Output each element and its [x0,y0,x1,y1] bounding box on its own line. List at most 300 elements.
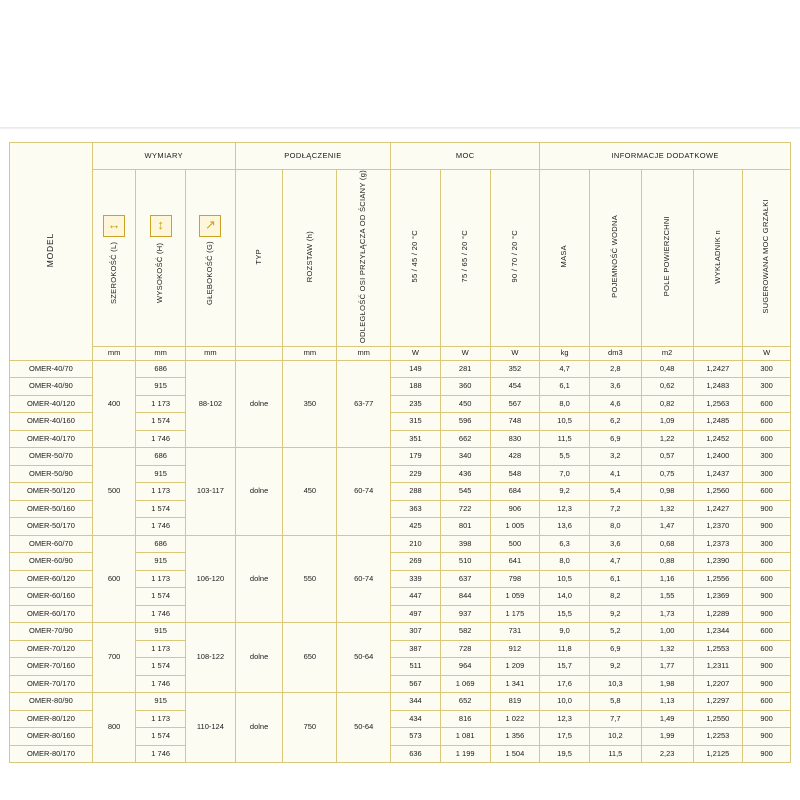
cell-moc-90: 352 [490,360,540,378]
cell-szerokosc: 400 [92,360,135,448]
cell-typ: dolne [235,448,283,536]
cell-wysokosc: 915 [136,623,186,641]
cell-pojemnosc: 9,2 [589,605,641,623]
cell-pole: 0,88 [641,553,693,571]
cell-moc-90: 798 [490,570,540,588]
header-rozstaw: ROZSTAW (h) [283,170,337,347]
cell-pojemnosc: 3,2 [589,448,641,466]
cell-masa: 8,0 [540,553,590,571]
cell-wykladnik: 1,2390 [693,553,743,571]
cell-masa: 7,0 [540,465,590,483]
cell-masa: 10,5 [540,413,590,431]
cell-model: OMER-60/90 [10,553,93,571]
cell-wykladnik: 1,2297 [693,693,743,711]
cell-moc-55: 269 [391,553,441,571]
cell-pole: 0,57 [641,448,693,466]
cell-pole: 1,47 [641,518,693,536]
cell-moc-90: 1 504 [490,745,540,763]
cell-moc-55: 235 [391,395,441,413]
cell-sugerowana: 900 [743,588,791,606]
cell-moc-75: 652 [440,693,490,711]
group-podlaczenie: PODŁĄCZENIE [235,143,390,170]
cell-pojemnosc: 4,1 [589,465,641,483]
cell-moc-55: 351 [391,430,441,448]
cell-wysokosc: 915 [136,378,186,396]
header-pole-powierzchni: POLE POWIERZCHNI [641,170,693,347]
column-header-row [10,170,791,347]
group-header-row [10,143,791,170]
cell-moc-75: 545 [440,483,490,501]
cell-wysokosc: 1 574 [136,500,186,518]
header-glebokosc: ↗ GŁĘBOKOŚĆ (G) [186,170,236,347]
cell-pole: 1,99 [641,728,693,746]
cell-masa: 10,0 [540,693,590,711]
table-row[interactable] [10,623,791,641]
cell-wykladnik: 1,2373 [693,535,743,553]
cell-wysokosc: 915 [136,693,186,711]
cell-pole: 1,16 [641,570,693,588]
cell-pole: 0,98 [641,483,693,501]
cell-pole: 1,32 [641,640,693,658]
cell-masa: 17,5 [540,728,590,746]
cell-pole: 1,13 [641,693,693,711]
cell-moc-75: 450 [440,395,490,413]
cell-sugerowana: 600 [743,483,791,501]
cell-pole: 0,82 [641,395,693,413]
page-top-shadow [0,127,800,130]
cell-odleglosc: 50-64 [337,623,391,693]
cell-moc-75: 398 [440,535,490,553]
arrow-vertical-icon [150,215,172,237]
cell-wysokosc: 1 746 [136,518,186,536]
header-wysokosc: ↕ WYSOKOŚĆ (H) [136,170,186,347]
cell-sugerowana: 300 [743,448,791,466]
cell-moc-75: 1 069 [440,675,490,693]
unit-moc-90: W [490,346,540,360]
cell-pojemnosc: 3,6 [589,535,641,553]
unit-wysokosc: mm [136,346,186,360]
cell-glebokosc: 103-117 [186,448,236,536]
cell-sugerowana: 600 [743,395,791,413]
cell-moc-55: 339 [391,570,441,588]
header-typ: TYP [235,170,283,347]
cell-moc-90: 454 [490,378,540,396]
cell-moc-55: 425 [391,518,441,536]
unit-wykladnik [693,346,743,360]
cell-sugerowana: 900 [743,658,791,676]
cell-glebokosc: 88-102 [186,360,236,448]
cell-moc-55: 434 [391,710,441,728]
cell-odleglosc: 60-74 [337,448,391,536]
cell-wysokosc: 915 [136,553,186,571]
cell-model: OMER-70/120 [10,640,93,658]
header-wykladnik-n: WYKŁADNIK n [693,170,743,347]
cell-wykladnik: 1,2400 [693,448,743,466]
cell-masa: 15,7 [540,658,590,676]
cell-wysokosc: 1 173 [136,710,186,728]
cell-pole: 1,09 [641,413,693,431]
cell-model: OMER-50/70 [10,448,93,466]
cell-moc-75: 360 [440,378,490,396]
cell-moc-75: 816 [440,710,490,728]
header-masa: MASA [540,170,590,347]
cell-moc-55: 387 [391,640,441,658]
cell-masa: 12,3 [540,710,590,728]
unit-pole: m2 [641,346,693,360]
cell-wykladnik: 1,2483 [693,378,743,396]
cell-pole: 0,48 [641,360,693,378]
cell-masa: 17,6 [540,675,590,693]
cell-pole: 0,75 [641,465,693,483]
cell-masa: 6,1 [540,378,590,396]
cell-moc-55: 315 [391,413,441,431]
cell-model: OMER-70/170 [10,675,93,693]
cell-wykladnik: 1,2427 [693,500,743,518]
table-row[interactable] [10,535,791,553]
unit-odleglosc: mm [337,346,391,360]
cell-moc-75: 582 [440,623,490,641]
cell-moc-55: 229 [391,465,441,483]
cell-model: OMER-40/90 [10,378,93,396]
cell-moc-90: 1 005 [490,518,540,536]
arrow-diagonal-icon [199,215,221,237]
cell-wykladnik: 1,2452 [693,430,743,448]
cell-pole: 1,55 [641,588,693,606]
cell-sugerowana: 900 [743,605,791,623]
cell-wykladnik: 1,2485 [693,413,743,431]
group-moc: MOC [391,143,540,170]
cell-pojemnosc: 10,2 [589,728,641,746]
unit-masa: kg [540,346,590,360]
cell-wykladnik: 1,2207 [693,675,743,693]
cell-glebokosc: 106-120 [186,535,236,623]
cell-sugerowana: 900 [743,728,791,746]
cell-moc-75: 964 [440,658,490,676]
cell-pojemnosc: 10,3 [589,675,641,693]
header-odleglosc-osi: ODLEGŁOŚĆ OSI PRZYŁĄCZA OD ŚCIANY (g) [337,170,391,347]
cell-masa: 6,3 [540,535,590,553]
cell-masa: 11,8 [540,640,590,658]
cell-moc-55: 344 [391,693,441,711]
cell-moc-90: 748 [490,413,540,431]
unit-typ [235,346,283,360]
cell-pole: 1,77 [641,658,693,676]
cell-moc-55: 511 [391,658,441,676]
cell-odleglosc: 63-77 [337,360,391,448]
cell-model: OMER-80/170 [10,745,93,763]
cell-wysokosc: 1 173 [136,395,186,413]
cell-moc-55: 210 [391,535,441,553]
cell-masa: 8,0 [540,395,590,413]
cell-sugerowana: 300 [743,535,791,553]
cell-pojemnosc: 7,7 [589,710,641,728]
unit-moc-55: W [391,346,441,360]
cell-sugerowana: 600 [743,570,791,588]
cell-masa: 11,5 [540,430,590,448]
cell-rozstaw: 450 [283,448,337,536]
cell-pojemnosc: 8,2 [589,588,641,606]
cell-pole: 1,00 [641,623,693,641]
cell-moc-75: 596 [440,413,490,431]
cell-moc-75: 801 [440,518,490,536]
cell-moc-75: 722 [440,500,490,518]
cell-pole: 1,98 [641,675,693,693]
unit-rozstaw: mm [283,346,337,360]
cell-rozstaw: 550 [283,535,337,623]
header-moc-55-45-20: 55 / 45 / 20 °C [391,170,441,347]
cell-moc-75: 340 [440,448,490,466]
cell-model: OMER-70/90 [10,623,93,641]
cell-pojemnosc: 4,7 [589,553,641,571]
cell-szerokosc: 500 [92,448,135,536]
cell-model: OMER-50/170 [10,518,93,536]
cell-wysokosc: 1 173 [136,483,186,501]
cell-rozstaw: 650 [283,623,337,693]
cell-wykladnik: 1,2563 [693,395,743,413]
cell-szerokosc: 600 [92,535,135,623]
cell-moc-55: 567 [391,675,441,693]
cell-model: OMER-60/120 [10,570,93,588]
cell-model: OMER-40/170 [10,430,93,448]
cell-moc-90: 1 356 [490,728,540,746]
cell-model: OMER-70/160 [10,658,93,676]
cell-sugerowana: 600 [743,623,791,641]
cell-wykladnik: 1,2125 [693,745,743,763]
cell-sugerowana: 900 [743,675,791,693]
cell-masa: 13,6 [540,518,590,536]
cell-sugerowana: 300 [743,378,791,396]
cell-szerokosc: 700 [92,623,135,693]
cell-moc-90: 684 [490,483,540,501]
cell-sugerowana: 300 [743,465,791,483]
cell-moc-55: 179 [391,448,441,466]
cell-wysokosc: 1 574 [136,728,186,746]
unit-moc-75: W [440,346,490,360]
cell-odleglosc: 60-74 [337,535,391,623]
cell-typ: dolne [235,535,283,623]
group-informacje-dodatkowe: INFORMACJE DODATKOWE [540,143,791,170]
cell-sugerowana: 600 [743,693,791,711]
page-top-margin [0,0,800,130]
cell-model: OMER-40/120 [10,395,93,413]
cell-wysokosc: 686 [136,448,186,466]
cell-typ: dolne [235,360,283,448]
cell-pojemnosc: 6,1 [589,570,641,588]
cell-model: OMER-50/90 [10,465,93,483]
cell-sugerowana: 900 [743,745,791,763]
cell-sugerowana: 900 [743,518,791,536]
cell-masa: 15,5 [540,605,590,623]
cell-glebokosc: 108-122 [186,623,236,693]
cell-rozstaw: 350 [283,360,337,448]
cell-pojemnosc: 2,8 [589,360,641,378]
cell-moc-90: 1 209 [490,658,540,676]
cell-masa: 10,5 [540,570,590,588]
cell-pojemnosc: 5,4 [589,483,641,501]
cell-moc-55: 307 [391,623,441,641]
cell-sugerowana: 300 [743,360,791,378]
cell-pojemnosc: 5,2 [589,623,641,641]
cell-wykladnik: 1,2253 [693,728,743,746]
cell-wysokosc: 915 [136,465,186,483]
cell-pole: 0,62 [641,378,693,396]
cell-moc-75: 844 [440,588,490,606]
cell-pojemnosc: 8,0 [589,518,641,536]
cell-masa: 9,2 [540,483,590,501]
cell-moc-90: 731 [490,623,540,641]
cell-wysokosc: 686 [136,360,186,378]
cell-moc-55: 188 [391,378,441,396]
cell-pojemnosc: 6,9 [589,430,641,448]
cell-masa: 19,5 [540,745,590,763]
cell-wykladnik: 1,2553 [693,640,743,658]
cell-wysokosc: 1 746 [136,430,186,448]
cell-pojemnosc: 11,5 [589,745,641,763]
cell-wykladnik: 1,2550 [693,710,743,728]
cell-wykladnik: 1,2369 [693,588,743,606]
cell-masa: 12,3 [540,500,590,518]
unit-row [10,346,791,360]
unit-sugerowana: W [743,346,791,360]
cell-model: OMER-40/160 [10,413,93,431]
cell-wykladnik: 1,2437 [693,465,743,483]
cell-pojemnosc: 5,8 [589,693,641,711]
cell-model: OMER-80/160 [10,728,93,746]
cell-moc-90: 1 059 [490,588,540,606]
cell-moc-55: 288 [391,483,441,501]
cell-wysokosc: 1 574 [136,588,186,606]
cell-pole: 1,32 [641,500,693,518]
cell-moc-55: 636 [391,745,441,763]
cell-wysokosc: 1 173 [136,570,186,588]
cell-szerokosc: 800 [92,693,135,763]
cell-moc-90: 500 [490,535,540,553]
group-wymiary: WYMIARY [92,143,235,170]
cell-wykladnik: 1,2311 [693,658,743,676]
cell-moc-75: 510 [440,553,490,571]
cell-odleglosc: 50-64 [337,693,391,763]
cell-masa: 9,0 [540,623,590,641]
cell-moc-75: 281 [440,360,490,378]
cell-model: OMER-60/170 [10,605,93,623]
cell-rozstaw: 750 [283,693,337,763]
cell-glebokosc: 110-124 [186,693,236,763]
cell-model: OMER-50/120 [10,483,93,501]
cell-moc-55: 363 [391,500,441,518]
cell-wykladnik: 1,2289 [693,605,743,623]
cell-pojemnosc: 4,6 [589,395,641,413]
header-szerokosc: ↔ SZEROKOŚĆ (L) [92,170,135,347]
cell-pole: 1,73 [641,605,693,623]
cell-sugerowana: 600 [743,553,791,571]
cell-masa: 5,5 [540,448,590,466]
cell-model: OMER-60/160 [10,588,93,606]
cell-wysokosc: 1 746 [136,675,186,693]
cell-moc-90: 830 [490,430,540,448]
cell-masa: 4,7 [540,360,590,378]
cell-wykladnik: 1,2556 [693,570,743,588]
cell-wykladnik: 1,2560 [693,483,743,501]
header-sugerowana-moc-grzalki: SUGEROWANA MOC GRZAŁKI [743,170,791,347]
cell-pojemnosc: 9,2 [589,658,641,676]
radiator-specification-table [9,142,791,763]
cell-wysokosc: 1 574 [136,413,186,431]
cell-sugerowana: 900 [743,500,791,518]
cell-moc-55: 573 [391,728,441,746]
cell-model: OMER-80/120 [10,710,93,728]
cell-wykladnik: 1,2344 [693,623,743,641]
cell-moc-90: 548 [490,465,540,483]
cell-pojemnosc: 7,2 [589,500,641,518]
table-body [10,360,791,763]
cell-moc-75: 937 [440,605,490,623]
table-row[interactable] [10,693,791,711]
cell-model: OMER-50/160 [10,500,93,518]
cell-sugerowana: 600 [743,413,791,431]
cell-moc-90: 1 022 [490,710,540,728]
header-pojemnosc-wodna: POJEMNOŚĆ WODNA [589,170,641,347]
cell-wysokosc: 1 746 [136,605,186,623]
cell-moc-75: 1 199 [440,745,490,763]
table-row[interactable] [10,360,791,378]
cell-moc-90: 906 [490,500,540,518]
cell-moc-75: 728 [440,640,490,658]
cell-moc-90: 819 [490,693,540,711]
cell-moc-55: 447 [391,588,441,606]
unit-glebokosc: mm [186,346,236,360]
cell-model: OMER-40/70 [10,360,93,378]
cell-wysokosc: 686 [136,535,186,553]
cell-pole: 1,22 [641,430,693,448]
cell-typ: dolne [235,623,283,693]
header-moc-90-70-20: 90 / 70 / 20 °C [490,170,540,347]
arrow-horizontal-icon [103,215,125,237]
unit-pojemnosc: dm3 [589,346,641,360]
cell-pojemnosc: 6,2 [589,413,641,431]
cell-typ: dolne [235,693,283,763]
cell-moc-75: 436 [440,465,490,483]
header-moc-75-65-20: 75 / 65 / 20 °C [440,170,490,347]
cell-masa: 14,0 [540,588,590,606]
cell-pojemnosc: 3,6 [589,378,641,396]
cell-wykladnik: 1,2370 [693,518,743,536]
cell-pole: 2,23 [641,745,693,763]
cell-moc-90: 1 341 [490,675,540,693]
cell-moc-90: 428 [490,448,540,466]
header-model: MODEL [10,143,93,361]
cell-moc-90: 567 [490,395,540,413]
cell-moc-55: 149 [391,360,441,378]
cell-moc-90: 912 [490,640,540,658]
cell-pole: 0,68 [641,535,693,553]
cell-wykladnik: 1,2427 [693,360,743,378]
cell-pojemnosc: 6,9 [589,640,641,658]
cell-moc-90: 641 [490,553,540,571]
cell-model: OMER-60/70 [10,535,93,553]
cell-moc-75: 1 081 [440,728,490,746]
cell-moc-75: 637 [440,570,490,588]
unit-szerokosc: mm [92,346,135,360]
table-row[interactable] [10,448,791,466]
cell-model: OMER-80/90 [10,693,93,711]
cell-wysokosc: 1 574 [136,658,186,676]
cell-moc-90: 1 175 [490,605,540,623]
cell-moc-55: 497 [391,605,441,623]
cell-sugerowana: 900 [743,710,791,728]
cell-sugerowana: 600 [743,640,791,658]
cell-moc-75: 662 [440,430,490,448]
cell-sugerowana: 600 [743,430,791,448]
